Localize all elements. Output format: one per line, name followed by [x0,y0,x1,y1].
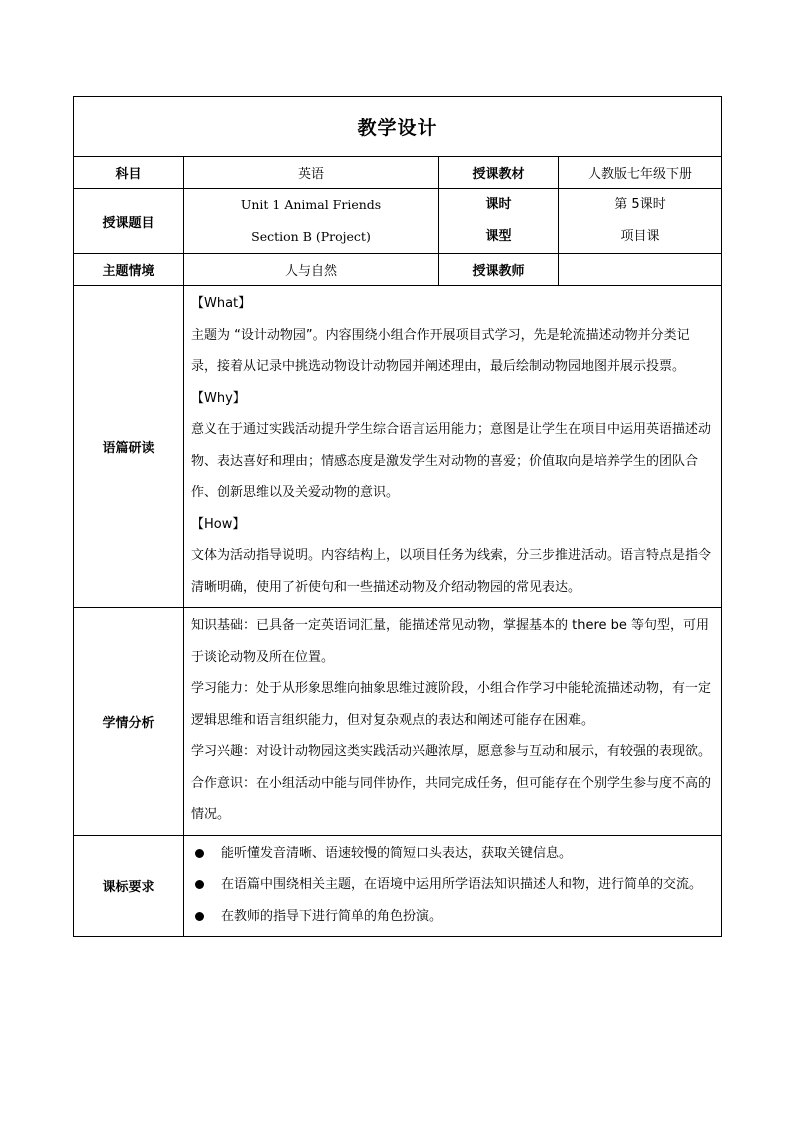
standard-text: 在语篇中围绕相关主题，在语境中运用所学语法知识描述人和物，进行简单的交流。 [221,877,703,892]
topic-label: 授课题目 [74,189,184,254]
type-label: 课型 [485,229,512,244]
text-study-content [184,286,722,608]
standards-content [184,835,722,937]
how-heading: 【How】 [191,516,246,532]
subject-row [74,157,722,189]
theme-value: 人与自然 [184,254,439,286]
list-item [191,838,715,870]
why-text: 意义在于通过实践活动提升学生综合语言运用能力；意图是让学生在项目中运用英语描述动物、表达喜好和理由；情感态度是激发学生对动物的喜爱；价值取向是培养学生的团队合作、创新思维以及关爱动物的意识。 [191,422,712,500]
lesson-plan-table [73,96,722,937]
analysis-label: 学情分析 [74,608,184,836]
list-item [191,901,715,933]
standards-label: 课标要求 [74,835,184,937]
teacher-value [559,254,722,286]
period-label: 课时 [485,197,512,212]
type-value: 项目课 [620,229,660,244]
topic-value [184,189,439,254]
standard-text: 能听懂发音清晰、语速较慢的简短口头表达，获取关键信息。 [221,845,573,861]
what-text: 主题为 “设计动物园”。内容围绕小组合作开展项目式学习，先是轮流描述动物并分类记录，接着从记录中挑选动物设计动物园并阐述理由，最后绘制动物园地图并展示投票。 [191,327,690,374]
text-study-row [74,286,722,608]
subject-label: 科目 [74,157,184,189]
topic-row [74,189,722,254]
title-row [74,97,722,157]
why-heading: 【Why】 [191,390,246,406]
list-item [191,869,715,901]
topic-line-1: Unit 1 Animal Friends [240,197,382,212]
text-study-label: 语篇研读 [74,286,184,608]
analysis-content [184,608,722,836]
analysis-row [74,608,722,836]
knowledge-basis: 知识基础：已具备一定英语词汇量，能描述常见动物，掌握基本的 there be 等句型，可用于谈论动物及所在位置。 [191,618,710,665]
what-heading: 【What】 [191,296,252,311]
textbook-value: 人教版七年级下册 [559,157,722,189]
how-text: 文体为活动指导说明。内容结构上，以项目任务为线索，分三步推进活动。语言特点是指令清晰明确，使用了祈使句和一些描述动物及介绍动物园的常见表达。 [191,548,712,595]
subject-value: 英语 [184,157,439,189]
teacher-label: 授课教师 [439,254,559,286]
bullet-icon [195,849,204,858]
topic-line-2: Section B (Project) [251,229,371,244]
standards-row [74,835,722,937]
standards-list [191,838,715,933]
period-type-values [559,189,722,254]
textbook-label: 授课教材 [439,157,559,189]
document-title: 教学设计 [74,97,722,157]
theme-row [74,254,722,286]
learning-interest: 学习兴趣：对设计动物园这类实践活动兴趣浓厚，愿意参与互动和展示，有较强的表现欲。 [191,744,712,759]
bullet-icon [195,912,204,921]
cooperation-awareness: 合作意识：在小组活动中能与同伴协作，共同完成任务，但可能存在个别学生参与度不高的情况。 [191,775,712,822]
standard-text: 在教师的指导下进行简单的角色扮演。 [221,908,443,924]
bullet-icon [195,880,204,889]
theme-label: 主题情境 [74,254,184,286]
period-type-labels [439,189,559,254]
learning-ability: 学习能力：处于从形象思维向抽象思维过渡阶段，小组合作学习中能轮流描述动物，有一定逻辑思维和语言组织能力，但对复杂观点的表达和阐述可能存在困难。 [191,681,712,728]
period-value: 第 5课时 [614,197,666,212]
